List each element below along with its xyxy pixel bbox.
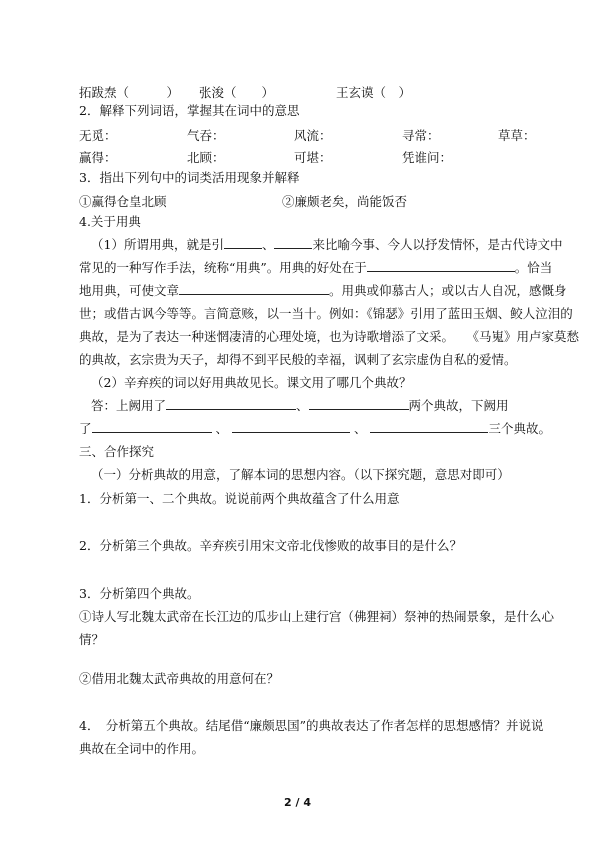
sec3-question-4-line1: 4． 分析第五个典故。结尾借“廉颇思国”的典故表达了作者怎样的思想感情？并说说 <box>79 718 544 733</box>
ans-text-d: 了 <box>79 421 92 436</box>
ans-text-a: 答：上阙用了 <box>91 398 167 413</box>
blank-9[interactable] <box>370 421 488 433</box>
term-yingde: 赢得： <box>79 150 117 165</box>
term-fengliu: 风流： <box>294 128 332 143</box>
term-caocao: 草草： <box>498 128 536 143</box>
q4-p1-line2 <box>79 260 552 276</box>
name-wang-xuanmo: 王玄谟（ ） <box>336 85 412 100</box>
q4-p1-line4: 世；或借古讽今等等。言简意赅，以一当十。例如：《锦瑟》引用了蓝田玉烟、鲛人泣泪的 <box>79 306 573 321</box>
q3-title: 3．指出下列句中的词类活用现象并解释 <box>79 170 300 185</box>
q4-p2: （2）辛弃疾的词以好用典故见长。课文用了哪几个典故？ <box>91 375 412 390</box>
ans-text-b: 、 <box>296 398 309 413</box>
q3-item-2: ②廉颇老矣，尚能饭否 <box>282 194 408 209</box>
term-qitun: 气吞： <box>187 128 225 143</box>
term-pingshuiwen: 凭谁问： <box>402 150 453 165</box>
sec3-question-2: 2．分析第三个典故。辛弃疾引用宋文帝北伐惨败的故事目的是什么？ <box>79 538 462 553</box>
q4-title: 4.关于用典 <box>79 214 141 229</box>
blank-1[interactable] <box>224 237 262 249</box>
q4-p1-line1 <box>91 237 563 253</box>
ans-text-e: 、 <box>215 421 229 436</box>
blank-8[interactable] <box>232 421 350 433</box>
q4-p1-text-d: 常见的一种写作手法，统称“用典”。用典的好处在于 <box>79 260 367 275</box>
sec3-question-1: 1．分析第一、二个典故。说说前两个典故蕴含了什么用意 <box>79 491 400 506</box>
sec3-question-3a-line1: ①诗人写北魏太武帝在长江边的瓜步山上建行宫（佛狸祠）祭神的热闹景象，是什么心 <box>79 609 555 624</box>
q4-p1-text-b: 、 <box>261 237 275 252</box>
ans-text-c: 两个典故，下阙用 <box>408 398 509 413</box>
name-tuoba-tao: 拓跋焘（ ） <box>79 85 180 100</box>
q4-answer-line2 <box>79 421 551 437</box>
term-kekan: 可堪： <box>294 150 332 165</box>
q4-p1-text-f: 地用典，可使文章 <box>79 283 180 298</box>
ans-text-g: 三个典故。 <box>488 421 551 436</box>
sec3-question-3: 3．分析第四个典故。 <box>79 586 200 601</box>
q2-title: 2．解释下列词语，掌握其在词中的意思 <box>79 103 300 118</box>
blank-2[interactable] <box>274 237 312 249</box>
q4-p1-text-c: 来比喻今事、今人以抒发情怀，是古代诗文中 <box>312 237 563 252</box>
q4-answer-line1 <box>91 398 509 414</box>
q4-p1-line6: 的典故，玄宗贵为天子，却得不到平民般的幸福，讽刺了玄宗虚伪自私的爱情。 <box>79 352 517 367</box>
term-beigu: 北顾： <box>187 150 225 165</box>
q3-item-1: ①赢得仓皇北顾 <box>79 194 167 209</box>
q4-p1-text-a: （1）所谓用典，就是引 <box>91 237 224 252</box>
q4-p1-line3 <box>79 283 567 299</box>
blank-3[interactable] <box>367 260 515 272</box>
section-3-title: 三、合作探究 <box>79 444 155 459</box>
q4-p1-text-e: 。恰当 <box>514 260 553 275</box>
blank-6[interactable] <box>309 398 409 410</box>
blank-4[interactable] <box>179 283 329 295</box>
term-xunchang: 寻常： <box>402 128 440 143</box>
page-number: 2 / 4 <box>284 796 311 809</box>
section-3-subtitle: （一）分析典故的用意，了解本词的思想内容。（以下探究题，意思对即可） <box>91 467 510 482</box>
q4-p1-text-g: 。用典或仰慕古人；或以古人自况，感慨身 <box>329 283 567 298</box>
blank-7[interactable] <box>92 421 212 433</box>
sec3-question-3a-line2: 情？ <box>79 632 105 647</box>
q4-p1-line5: 典故，是为了表达一种迷惘凄清的心理处境，也为诗歌增添了文采。 《马嵬》用卢家莫愁 <box>79 329 580 344</box>
name-zhang-jun: 张浚（ ） <box>199 85 275 100</box>
sec3-question-3b: ②借用北魏太武帝典故的用意何在？ <box>79 671 280 686</box>
term-wumi: 无觅： <box>79 128 117 143</box>
sec3-question-4-line2: 典故在全词中的作用。 <box>79 741 205 756</box>
blank-5[interactable] <box>166 398 296 410</box>
ans-text-f: 、 <box>353 421 367 436</box>
